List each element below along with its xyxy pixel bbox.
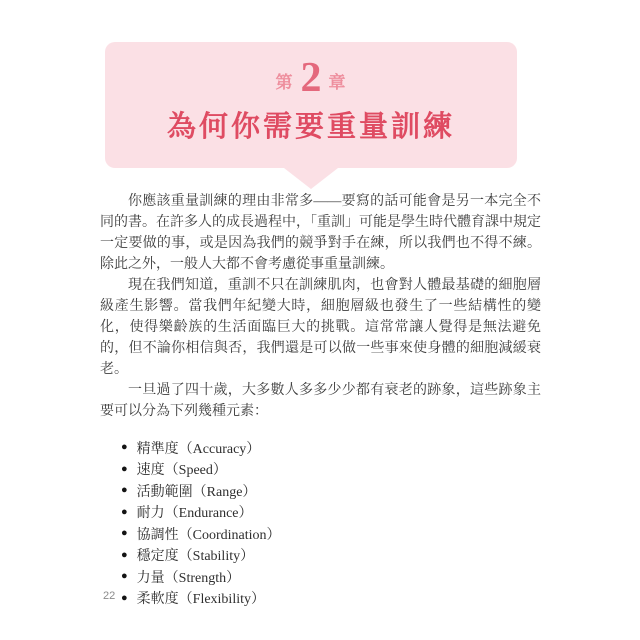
list-item [121,588,541,610]
list-item-label: 速度（Speed） [136,463,227,479]
list-item-label: 柔軟度（Flexibility） [136,592,265,608]
list-item-label: 精準度（Accuracy） [136,441,261,457]
list-item-label: 活動範圍（Range） [136,484,257,500]
list-item [121,566,541,588]
list-item [121,437,541,459]
chapter-number-suffix: 章 [328,72,347,92]
bullet-icon: ● [121,527,128,540]
benefits-list [100,437,541,609]
bullet-icon: ● [121,505,128,518]
paragraph: 你應該重量訓練的理由非常多——要寫的話可能會是另一本完全不同的書。在許多人的成長過程中，「重訓」可能是學生時代體育課中規定一定要做的事，或是因為我們的競爭對手在練，所以我們也不得不練。除此之外，一般人大都不會考慮從事重量訓練。 [100,194,541,272]
list-item-label: 協調性（Coordination） [136,527,281,543]
list-item [121,480,541,502]
list-item [121,459,541,481]
paragraph: 現在我們知道，重訓不只在訓練肌肉，也會對人體最基礎的細胞層級產生影響。當我們年紀變大時，細胞層級也發生了一些結構性的變化，使得樂齡族的生活面臨巨大的挑戰。這常常讓人覺得是無法避免的，但不論你相信與否，我們還是可以做一些事來使身體的細胞減緩衰老。 [100,278,541,377]
chapter-title: 為何你需要重量訓練 [166,111,455,143]
bullet-icon: ● [121,548,128,561]
bullet-icon: ● [121,484,128,497]
list-item [121,502,541,524]
bullet-icon: ● [121,462,128,475]
bullet-icon: ● [121,591,128,604]
page-number: 22 [103,590,116,602]
chapter-number-prefix: 第 [275,72,294,92]
bullet-icon: ● [121,570,128,583]
chapter-number-value: 2 [300,55,322,101]
chapter-header [105,42,517,168]
chapter-header-notch [284,168,338,189]
list-item-label: 力量（Strength） [136,570,241,586]
chapter-number [105,42,517,100]
list-item [121,523,541,545]
bullet-icon: ● [121,441,128,454]
list-item-label: 穩定度（Stability） [136,549,255,565]
paragraph: 一旦過了四十歲，大多數人多多少少都有衰老的跡象，這些跡象主要可以分為下列幾種元素： [100,383,541,419]
list-item [121,545,541,567]
body-text [100,191,541,609]
list-item-label: 耐力（Endurance） [136,506,253,522]
